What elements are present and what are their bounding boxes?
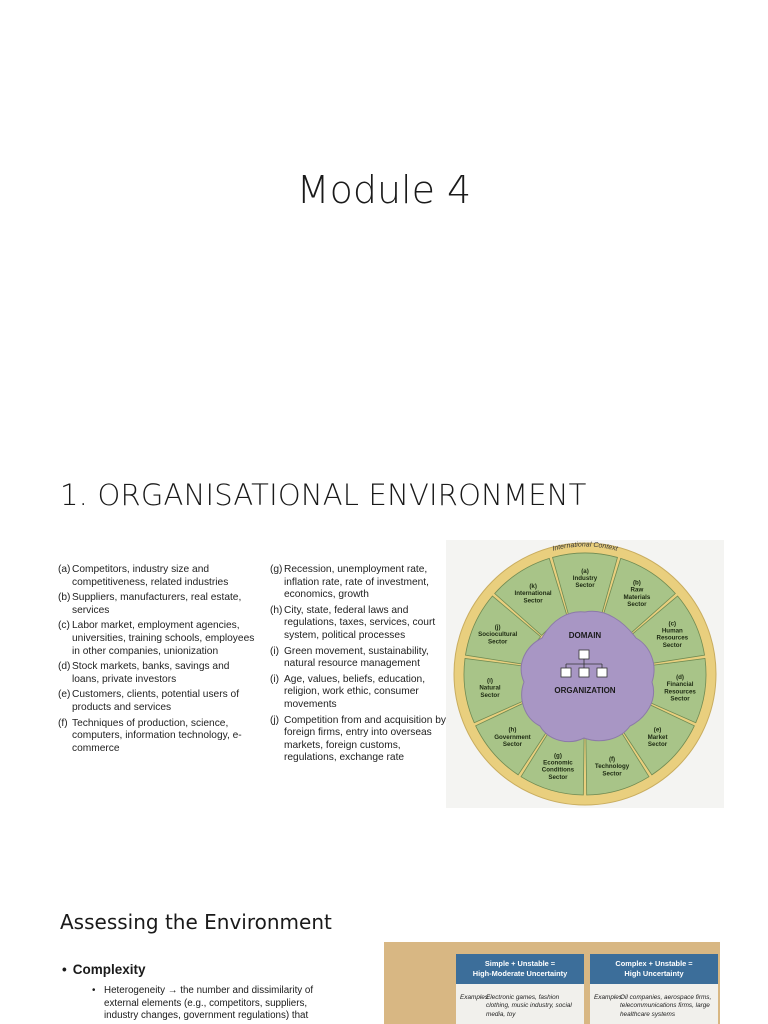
list-item: (i) Age, values, beliefs, education, religion, work ethic, consumer movements	[270, 673, 426, 710]
slide-module-title	[0, 0, 768, 440]
sector-label: (i) Natural Sector	[479, 677, 501, 699]
module-title: Module 4	[296, 168, 472, 212]
matrix-cell-complex-unstable: Complex + Unstable = High Uncertainty Examples: Oil companies, aerospace firms, telecommunications firms, large healthcare systems	[590, 954, 718, 1024]
list-item: (b) Suppliers, manufacturers, real estate, services	[58, 592, 242, 616]
slide-organisational-environment	[0, 440, 768, 838]
list-item: (e) Customers, clients, potential users of products and services	[58, 689, 240, 713]
list-item: (i) Green movement, sustainability, natural resource management	[270, 645, 429, 670]
section-heading: Assessing the Environment	[60, 910, 332, 934]
list-item: (g) Recession, unemployment rate, inflation rate, rate of investment, economics, growth	[270, 564, 429, 601]
sector-label: (k) International Sector	[514, 583, 552, 605]
sector-label: (d) Financial Resources Sector	[664, 673, 696, 703]
environment-list-left	[58, 564, 258, 758]
slide-assessing-environment	[0, 838, 768, 1024]
sector-label: (j) Sociocultural Sector	[478, 623, 518, 646]
sector-label: (e) Market Sector	[647, 726, 668, 749]
international-context-label: International Context	[551, 541, 619, 553]
list-item: (c) Labor market, employment agencies, universities, training schools, employees in other companies, unionization	[58, 620, 255, 657]
list-item: (f) Techniques of production, science, computers, information technology, e-commerce	[58, 717, 242, 754]
list-item: (j) Competition from and acquisition by foreign firms, entry into overseas markets, foreign customs, regulations, exchange rate	[270, 714, 446, 764]
organization-label: ORGANIZATION	[554, 686, 616, 695]
section-heading: 1. ORGANISATIONAL ENVIRONMENT	[60, 478, 587, 512]
matrix-cell-simple-unstable: Simple + Unstable = High-Moderate Uncertainty Examples: Electronic games, fashion clothing, music industry, social media, toy	[456, 954, 584, 1024]
sub-bullet-heterogeneity: • Heterogeneity → the number and dissimilarity of external elements (e.g., competitors, suppliers, industry changes, government regulations) that	[92, 985, 314, 1021]
sector-label: (h) Government Sector	[494, 726, 531, 749]
sector-label: (f) Technology Sector	[594, 755, 630, 778]
uncertainty-matrix	[384, 942, 720, 1024]
bullet-complexity: • Complexity	[62, 962, 146, 977]
environment-wheel-diagram	[446, 540, 724, 808]
domain-label: DOMAIN	[568, 631, 602, 640]
sector-label: (a) Industry Sector	[572, 567, 598, 590]
environment-list-right	[270, 564, 448, 768]
sector-label: (c) Human Resources Sector	[656, 620, 689, 649]
list-item: (h) City, state, federal laws and regulations, taxes, services, court system, political processes	[270, 604, 436, 641]
sector-label: (b) Raw Materials Sector	[623, 579, 651, 609]
list-item: (a) Competitors, industry size and competitiveness, related industries	[58, 564, 229, 588]
sector-label: (g) Economic Conditions Sector	[541, 752, 575, 781]
list-item: (d) Stock markets, banks, savings and loans, private investors	[58, 661, 230, 685]
